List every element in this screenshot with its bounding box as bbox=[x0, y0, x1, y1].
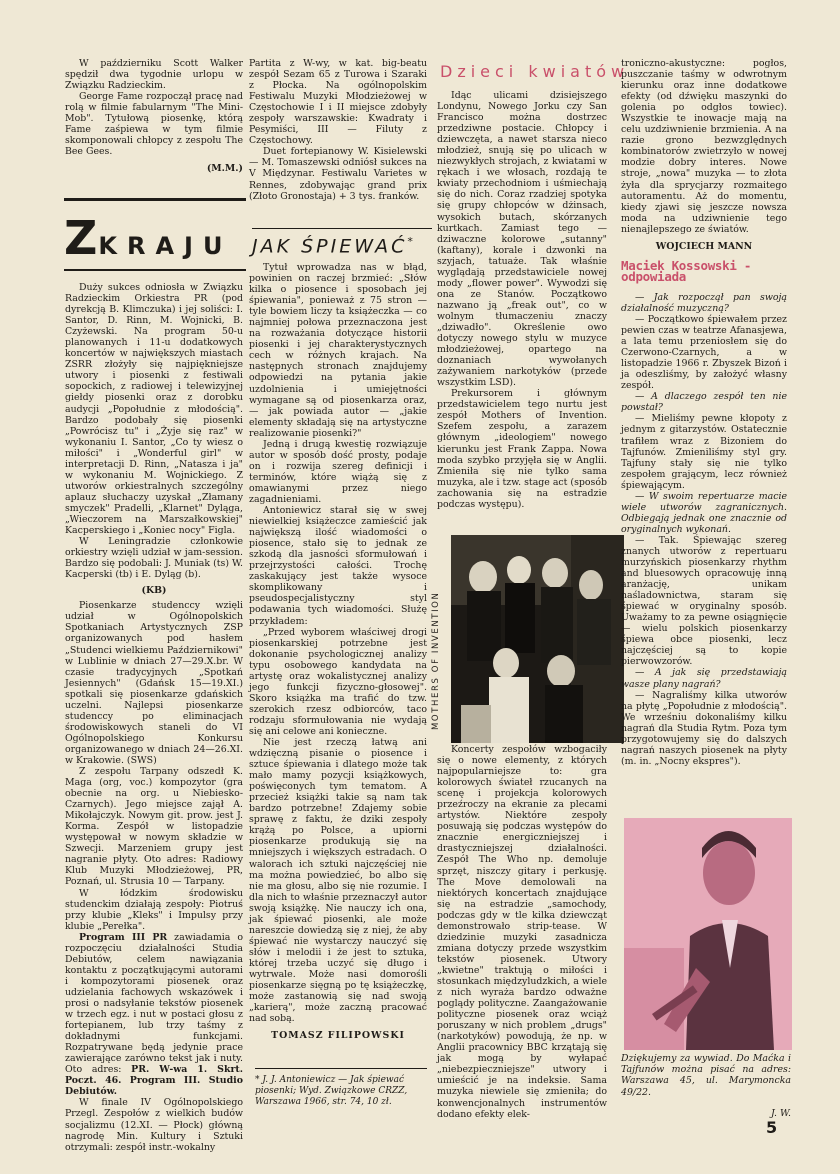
column-2-top bbox=[249, 58, 427, 202]
column-1-main bbox=[65, 282, 243, 1153]
signature-mm: (M.M.) bbox=[206, 163, 243, 175]
section-header-bar bbox=[64, 269, 246, 271]
review-signature: TOMASZ FILIPOWSKI bbox=[271, 1030, 405, 1042]
column-4 bbox=[621, 58, 787, 767]
article-title-jak-spiewac bbox=[252, 228, 432, 257]
section-header-initial: Z bbox=[64, 211, 99, 265]
review-p4: „Przed wyborem właściwej drogi piosenkarskiej potrzebne jest dokonanie psychologicznej analizy typu osobowego kandydata na artystę oraz wokalistycznej analizy jego funkcji fizyczno-głosowej". Skoro książka ma trafić do tzw. szerokich rzesz odbiorców, taco rodzaju sformułowania nie wydają się ani celowe ani konieczne. bbox=[249, 626, 427, 737]
news-orkiestra-pr: Duży sukces odniosła w Związku Radzieckim Orkiestra PR (pod dyrekcją B. Klimczuka) i jej soliści: I. Santor, D. Rinn, M. Wojnicki, B. Czyżewski. Na program 50-u planowanych i 11-u dodatkowych koncertów w największych miastach ZSRR złożyły się najpiękniejsze utwory i piosenki z festiwali sopockich, z radiowej i telewizyjnej giełdy piosenki oraz z dorobku audycji „Popołudnie z młodością". Bardzo podobały się piosenki „Powrócisz tu" i „Żyje się raz" w wykonaniu I. Santor, „Co ty wiesz o miłości" i „Wonderful girl" w interpretacji D. Rinn, „Natasza i ja" w wykonaniu M. Wojnickiego. Z utworów orkiestralnych szczególny aplauz słuchaczy uzyskał „Złamany smyczek" Pradelli, „Klarnet" Dyląga, „Wieczorem na Marszałkowskiej" Kacperskiego i „Koniec nocy" Figla. bbox=[65, 282, 243, 537]
column-2-review bbox=[249, 262, 427, 1041]
interview-q1: — Jak rozpoczął pan swoją działalność muzyczną? bbox=[621, 291, 787, 314]
section-header-rest: KRAJU bbox=[98, 232, 233, 260]
section-header-text bbox=[64, 211, 232, 265]
interview-signature: J. W. bbox=[771, 1107, 791, 1119]
news-final-iv: W finale IV Ogólnopolskiego Przegl. Zespołów z wielkich budów socjalizmu (12.XI. — Płock) główną nagrodę Min. Kultury i Sztuki otrzymali: zespół instr.-wokalny bbox=[65, 1097, 243, 1153]
review-footnote: * J. J. Antoniewicz — Jak śpiewać piosenki; Wyd. Związkowe CRZZ, Warszawa 1966, str. 74, 10 zł. bbox=[255, 1068, 427, 1108]
news-program-iii bbox=[65, 932, 243, 1098]
column-1 bbox=[65, 58, 243, 174]
review-p3: Antoniewicz starał się w swej niewielkiej książeczce zamieścić jak największą ilość wiadomości o piosence, stało się to jednak ze szkodą dla jasności sformułowań i przejrzystości całości. Trochę zaskakujący jest także wysoce skomplikowany i pseudospecjalistyczny styl podawania tych wiadomości. Służę przykładem: bbox=[249, 505, 427, 627]
section-header-z-kraju bbox=[64, 198, 246, 279]
dzieci-continued: troniczno-akustyczne: pogłos, puszczanie taśmy w odwrotnym kierunku oraz inne dodatkowe efekty (od dźwięku maszynki do golenia po odgłos towiec). Wszystkie te inowacje mają na celu uzdziwnienie brzmienia. A na razie grono bezwzględnych kombinatorów zwietrzyło w nowej modzie dobry interes. Nowe stroje, „nowa" muzyka — to złota żyła dla sprycjarzy rozmaitego autoramentu. Aż do momentu, kiedy zjawi się jeszcze nowsza moda na udziwnienie tego nienajlepszego ze światów. bbox=[621, 58, 787, 235]
program-iii-body: zawiadamia o rozpoczęciu działalności Studia Debiutów, celem nawiązania kontaktu z początkującymi autorami i kompozytorami piosenek oraz udzielania fachowych wskazówek i prosi o nadsyłanie tekstów piosenek w trzech egz. i nut w postaci głosu z fortepianem, lub trzy taśmy z dokładnymi funkcjami. Rozpatrywane będą jedynie prace zawierające zarówno tekst jak i nuty. Oto adres: bbox=[65, 931, 243, 1076]
band-photo bbox=[451, 535, 624, 743]
interview-title: Maciek Kossowski - odpowiada bbox=[621, 257, 752, 284]
interview-a4: — Nagraliśmy kilka utworów na płytę „Popołudnie z młodością". We wrześniu dokonaliśmy kilku nagrań dla Studia Rytm. Poza tym przygotowujemy się do dalszych nagrań naszych piosenek na płyty (m. in. „Nocny ekspres"). bbox=[621, 689, 787, 767]
review-p2: Jedną i drugą kwestię rozwiązuje autor w sposób dość prosty, podaje on i rozwija szereg definicji i terminów, które wiążą się z omawianymi przez niego zagadnieniami. bbox=[249, 438, 427, 505]
dzieci-p2: Prekursorem i głównym przedstawicielem tego nurtu jest zespół Mothers of Invention. Szefem zespołu, a zarazem głównym „ideologiem" nowego kierunku jest Frank Zappa. Nowa moda szybko przyjęła się w Anglii. Zmieniła się nie tylko sama muzyka, ale i tzw. stage act (sposób zachowania się na estradzie podczas występu). bbox=[437, 388, 607, 510]
news-lodz: W łódzkim środowisku studenckim działają zespoły: Piotruś przy klubie „Kleks" i Impulsy przy klubie „Perełka". bbox=[65, 887, 243, 932]
interview-a3: — Tak. Śpiewając szereg znanych utworów z repertuaru murzyńskich piosenkarzy rhythm and bluesowych opracowuję inną aranżację, unikam naśladownictwa, staram się śpiewać w oryginalny sposób. Uważamy to za pewne osiągnięcie — wielu polskich piosenkarzy śpiewa obce piosenki, lecz najczęściej są to kopie pierwowzorów. bbox=[621, 534, 787, 668]
news-duet: Duet fortepianowy W. Kisielewski — M. Tomaszewski odniósł sukces na V Międzynar. Festiwalu Varietes w Rennes, zdobywając grand prix (Złoto Gronostaja) + 3 tys. franków. bbox=[249, 146, 427, 202]
news-partita: Partita z W-wy, w kat. big-beatu zespół Sezam 65 z Turowa i Szaraki z Płocka. Na ogólnopolskim Festiwalu Muzyki Młodzieżowej w Częstochowie I i II miejsce zdobyły zespoły warszawskie: Kwadraty i Pesymiści, III — Filuty z Częstochowy. bbox=[249, 58, 427, 147]
portrait-photo-illustration bbox=[624, 818, 792, 1050]
band-photo-illustration bbox=[451, 535, 624, 743]
column-3-bottom bbox=[437, 744, 607, 1120]
news-scott-walker: W październiku Scott Walker spędził dwa tygodnie urlopu w Związku Radzieckim. bbox=[65, 58, 243, 92]
footnote-mark: * bbox=[407, 235, 416, 248]
article-title-dzieci-kwiatow: Dzieci kwiatów bbox=[440, 62, 630, 81]
news-george-fame: George Fame rozpoczął pracę nad rolą w filmie fabularnym "The Mini-Mob". Tytułową piosenkę, którą Fame zaśpiewa w tym filmie skomponowali chłopcy z zespołu The Bee Gees. bbox=[65, 91, 243, 158]
interview-caption bbox=[621, 1053, 791, 1119]
program-iii-lead: Program III PR bbox=[79, 931, 168, 943]
column-3-top bbox=[437, 90, 607, 510]
news-tarpany: Z zespołu Tarpany odszedł K. Maga (org, voc.) kompozytor (gra obecnie na org. u Niebiesko-Czarnych). Jego miejsce zajął A. Mikołajczyk. Nowym git. prow. jest J. Korma. Zespół w listopadzie występował w nowym składzie w Szwecji. Marzeniem grupy jest nagranie płyty. Oto adres: Radiowy Klub Muzyki Młodzieżowej, PR, Poznań, ul. Strusia 10 — Tarpany. bbox=[65, 766, 243, 888]
photo-label-text: MOTHERS OF INVENTION bbox=[431, 591, 441, 730]
dzieci-p3: Koncerty zespołów wzbogaciły się o nowe elementy, z których najpopularniejsze to: gra kolorowych świateł rzucanych na scenę i projekcja kolorowych przeźroczy na ekranie za plecami artystów. Niektóre zespoły posuwają się podczas występów do znacznie energiczniejszej i drastyczniejszej działalności. Zespół The Who np. demoluje sprzęt, niszczy gitary i perkusję. The Move demolowali na niektórych koncertach znajdujące się na estradzie „samochody, podczas gdy w tle kilka dziewcząt demonstrowało strip-tease. W dziedzinie muzyki zasadnicza zmiana dotyczy przede wszystkim tekstów piosenek. Utwory „kwietne" traktują o miłości i stosunkach międzyludzkich, a wiele z nich wyraża bardzo odważne poglądy polityczne. Zaangażowanie polityczne piosenek oraz wciąż poruszany w nich problem „drugs" (narkotyków) powodują, że np. w Anglii pracownicy BBC krzątają się jak mogą by wyłapać „niebezpieczniejsze" utwory i umieścić je na indeksie. Sama muzyka niewiele się zmieniła; do konwencjonalnych instrumentów dodano efekty elek- bbox=[437, 744, 607, 1120]
jak-title-text: JAK ŚPIEWAĆ bbox=[252, 235, 408, 258]
review-p5: Nie jest rzeczą łatwą ani wdzięczną pisanie o piosence i sztuce śpiewania i dlatego może tak mało mamy pozycji książkowych, poświęconych tym tematom. A przecież książki takie są nam tak bardzo potrzebne! Zdajemy sobie sprawę z faktu, że dziki zespoły krążą po Polsce, a upiorni piosenkarze produkują się na mniejszych i większych estradach. O walorach ich sztuki najczęściej nie ma można powiedzieć, bo albo się nie ma głosu, albo się nie rozumie. I dla nich to właśnie przeznaczył autor swoją książkę. Nie nauczy ich ona, jak śpiewać piosenki, ale może nareszcie dowiedzą się z niej, że aby śpiewać nie wystarczy nauczyć się słów i melodii i że jest to sztuka, której trzeba uczyć się długo i wytrwale. Może nasi domorośli piosenkarze sięgną po tę książeczkę, może zastanowią się nad swoją „karierą", może zaczną pracować nad sobą. bbox=[249, 737, 427, 1025]
interview-q4: — A jak się przedstawiają wasze plany nagrań? bbox=[621, 667, 787, 690]
news-studenci: Piosenkarze studenccy wzięli udział w Ogólnopolskich Spotkaniach Artystycznych ZSP organizowanych pod hasłem „Studenci wielkiemu Październikowi" w Lublinie w dniach 27—29.X.br. W czasie tradycyjnych „Spotkań Jesiennych" (Gdańsk 15—19.XI.) spotkali się piosenkarze gdańskich uczelni. Najlepsi piosenkarze studenccy po eliminacjach środowiskowych staneli do VI Ogólnopolskiego Konkursu organizowanego w dniach 24—26.XI. w Krakowie. (SWS) bbox=[65, 600, 243, 766]
interview-a1: — Początkowo śpiewałem przez pewien czas w teatrze Afanasjewa, a lata temu przeniosłem się do Czerwono-Czarnych, a w listopadzie 1966 r. Zbyszek Bizoń i ja odeszliśmy, by założyć własny zespół. bbox=[621, 313, 787, 392]
dzieci-p1: Idąc ulicami dzisiejszego Londynu, Nowego Jorku czy San Francisco można dostrzec przedziwne postacie. Chłopcy i dziewczęta, a nawet starsza nieco młodzież, snują się po ulicach w niezwykłych strojach, z kwiatami w rękach i we włosach, rozdają te kwiaty przechodniom i uśmiechają się do nich. Coraz rzadziej spotyka się grupy chłopców w dżinsach, wysokich butach, skórzanych kurtkach. Zamiast tego — dziwaczne kolorowe „sutanny" (kaftany), korale i dzwonki na szyjach, tatuaże. Tak właśnie wyglądają przedstawiciele nowej mody „flower power". Wywodzi się ona ze Stanów. Początkowo nazwano ją „freak out", co w wolnym tłumaczeniu znaczy „dziwadło". Określenie owo dotyczy nowego stylu w muzyce młodzieżowej, opartego na doznaniach wywołanych zażywaniem narkotyków (przede wszystkim LSD). bbox=[437, 90, 607, 389]
interview-q2: — A dlaczego zespół ten nie powstał? bbox=[621, 391, 787, 414]
signature-kb: (KB) bbox=[141, 585, 167, 597]
photo-side-label bbox=[428, 580, 442, 730]
program-iii-address: PR. W-wa 1. Skrt. Poczt. 46. Program III. Studio Debiutów. bbox=[65, 1064, 243, 1098]
page-number: 5 bbox=[766, 1118, 778, 1137]
photo-side-label-svg bbox=[428, 580, 442, 730]
news-leningrad: W Leningradzie członkowie orkiestry wzięli udział w jam-session. Bardzo się podobali: J. Muniak (ts) W. Kacperski (tb) i E. Dyląg (b). bbox=[65, 536, 243, 581]
interview-caption-text: Dziękujemy za wywiad. Do Maćka i Tajfunów można pisać na adres: Warszawa 45, ul. Marymoncka 49/22. bbox=[621, 1053, 791, 1098]
dzieci-signature: WOJCIECH MANN bbox=[655, 240, 753, 252]
portrait-photo bbox=[624, 818, 792, 1050]
interview-q3: — W swoim repertuarze macie wiele utworów zagranicznych. Odbiegają jednak one znacznie od oryginalnych wykonań. bbox=[621, 490, 787, 535]
review-p1: Tytuł wprowadza nas w błąd, powinien on raczej brzmieć: „Słów kilka o piosence i sposobach jej śpiewania", ponieważ z 75 stron — tyle bowiem liczy ta książeczka — co najmniej połowa przeznaczona jest na rozważania dotyczące historii piosenki i jej charakterystycznych cech w różnych krajach. Na następnych stronach znajdujemy odpowiedzi na pytania jakie uzdolnienia i umiejętności wymagane są od piosenkarza oraz, — jak powiada autor — „jakie elementy składają się na artystyczne realizowanie piosenki?" bbox=[249, 262, 427, 439]
interview-a2: — Mieliśmy pewne kłopoty z jednym z gitarzystów. Ostatecznie trafiłem wraz z Bizoniem do Tajfunów. Zmieniliśmy styl gry. Tajfuny stały się nie tylko zespołem grającym, lecz również śpiewającym. bbox=[621, 413, 787, 491]
